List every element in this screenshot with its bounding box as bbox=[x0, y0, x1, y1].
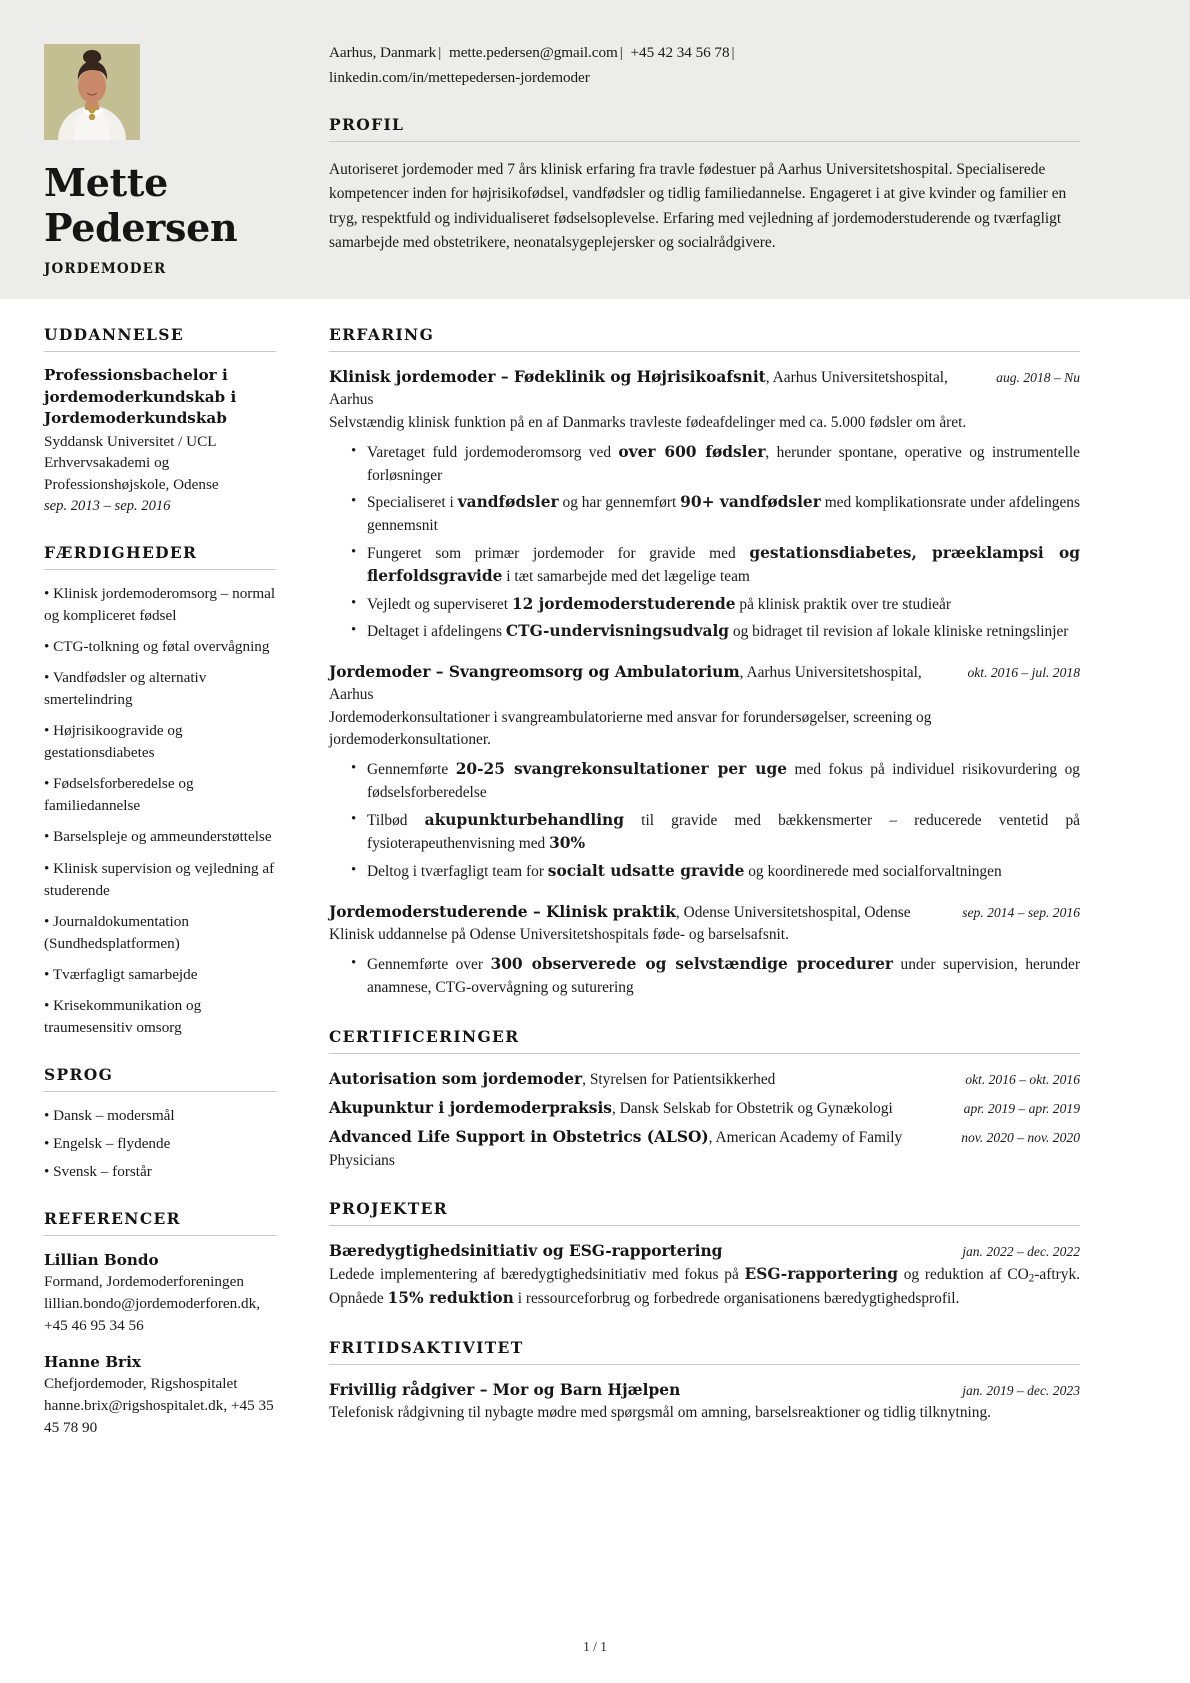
certification-item bbox=[329, 1126, 1080, 1172]
certifications-list bbox=[329, 1068, 1080, 1172]
certification-item bbox=[329, 1097, 1080, 1120]
references-divider bbox=[44, 1235, 276, 1236]
experience-bullets bbox=[329, 953, 1080, 999]
skills-list bbox=[44, 583, 276, 1039]
experience-role: Jordemoder – Svangreomsorg og Ambulatorium, Aarhus Universitetshospital, Aarhus bbox=[329, 663, 922, 704]
contact-separator-3: | bbox=[731, 44, 735, 61]
profile-text: Autoriseret jordemoder med 7 års klinisk erfaring fra travle fødestuer på Aarhus Universitetshospital. Specialiserede kompetencer inden for højrisikofødsel, vandfødsler og tidlig familiedannelse. Engageret i at give kvinder og familier en tryg, respektfuld og individualiseret fødselsoplevelse. Erfaring med vejledning af jordemoderstuderende og tværfagligt samarbejde med obstetrikere, neonatalsygeplejersker og socialrådgivere. bbox=[329, 161, 1067, 251]
certification-name: Advanced Life Support in Obstetrics (ALSO), American Academy of Family Physicians bbox=[329, 1128, 903, 1169]
profile-heading: PROFIL bbox=[329, 115, 405, 135]
experience-entry bbox=[329, 366, 1080, 644]
certification-date: okt. 2016 – okt. 2016 bbox=[965, 1071, 1080, 1087]
list-item: • Specialiseret i vandfødsler og har gennemført 90+ vandfødsler med komplikationsrate under afdelingens gennemsnit bbox=[351, 491, 1080, 537]
reference-role: Formand, Jordemoderforeningen bbox=[44, 1272, 244, 1290]
reference-item bbox=[44, 1351, 276, 1439]
leisure-date: jan. 2019 – dec. 2023 bbox=[962, 1382, 1080, 1398]
list-item: • Gennemførte 20-25 svangrekonsultationer per uge med fokus på individuel risikovurdering og fødselsforberedelse bbox=[351, 758, 1080, 804]
list-item: • Deltog i tværfagligt team for socialt udsatte gravide og koordinerede med socialforvaltningen bbox=[351, 860, 1080, 884]
languages-heading: SPROG bbox=[44, 1064, 114, 1084]
certifications-section bbox=[329, 1027, 1080, 1172]
list-item: • Gennemførte over 300 observerede og selvstændige procedurer under supervision, herunder anamnese, CTG-overvågning og suturering bbox=[351, 953, 1080, 999]
languages-divider bbox=[44, 1091, 276, 1092]
project-header bbox=[329, 1240, 1080, 1263]
leisure-section bbox=[329, 1338, 1080, 1425]
list-item: • Vejledt og superviseret 12 jordemoderstuderende på klinisk praktik over tre studieår bbox=[351, 593, 1080, 617]
leisure-header bbox=[329, 1379, 1080, 1402]
skill-item: • Tværfagligt samarbejde bbox=[44, 965, 198, 983]
certifications-divider bbox=[329, 1053, 1080, 1054]
experience-role: Jordemoderstuderende – Klinisk praktik, Odense Universitetshospital, Odense bbox=[329, 902, 911, 921]
experience-date: aug. 2018 – Nu bbox=[996, 370, 1080, 385]
reference-name: Hanne Brix bbox=[44, 1352, 141, 1371]
experience-description: Klinisk uddannelse på Odense Universitetshospitals føde- og barselsafsnit. bbox=[329, 925, 789, 943]
leisure-divider bbox=[329, 1364, 1080, 1365]
avatar bbox=[44, 44, 140, 140]
experience-bullets bbox=[329, 441, 1080, 644]
skill-item: • Fødselsforberedelse og familiedannelse bbox=[44, 775, 194, 815]
education-degree: Professionsbachelor i jordemoderkundskab i Jordemoderkundskab bbox=[44, 366, 237, 428]
leisure-list bbox=[329, 1379, 1080, 1425]
profile-section bbox=[329, 115, 1080, 255]
education-divider bbox=[44, 351, 276, 352]
experience-description: Jordemoderkonsultationer i svangreambulatorierne med ansvar for forundersøgelser, screening og jordemoderkonsultationer. bbox=[329, 708, 932, 749]
contact-linkedin[interactable]: linkedin.com/in/mettepedersen-jordemoder bbox=[329, 68, 590, 86]
project-entry bbox=[329, 1240, 1080, 1311]
reference-item bbox=[44, 1249, 276, 1337]
experience-entry-header bbox=[329, 366, 1080, 412]
language-item: • Engelsk – flydende bbox=[44, 1134, 171, 1152]
education-dates: sep. 2013 – sep. 2016 bbox=[44, 498, 171, 515]
contact-separator-1: | bbox=[438, 44, 442, 61]
main-content bbox=[320, 299, 1190, 1452]
header-band bbox=[0, 0, 1190, 299]
leisure-entry bbox=[329, 1379, 1080, 1425]
skill-item: • Krisekommunikation og traumesensitiv omsorg bbox=[44, 996, 202, 1036]
contact-phone: +45 42 34 56 78 bbox=[630, 44, 730, 61]
references-heading: REFERENCER bbox=[44, 1208, 181, 1228]
experience-section bbox=[329, 325, 1080, 1000]
education-heading: UDDANNELSE bbox=[44, 325, 184, 344]
certification-date: nov. 2020 – nov. 2020 bbox=[961, 1130, 1080, 1146]
skill-item: • Klinisk jordemoderomsorg – normal og kompliceret fødsel bbox=[44, 585, 276, 625]
experience-entry-header bbox=[329, 901, 1080, 924]
projects-divider bbox=[329, 1225, 1080, 1226]
skill-item: • CTG-tolkning og føtal overvågning bbox=[44, 638, 270, 656]
skills-divider bbox=[44, 569, 276, 570]
contact-email[interactable]: mette.pedersen@gmail.com bbox=[448, 44, 618, 61]
certification-date: apr. 2019 – apr. 2019 bbox=[963, 1100, 1080, 1116]
reference-contact[interactable]: hanne.brix@rigshospitalet.dk, +45 35 45 78 90 bbox=[44, 1397, 274, 1437]
profile-divider bbox=[329, 141, 1080, 142]
skill-item: • Vandfødsler og alternativ smertelindring bbox=[44, 669, 207, 709]
projects-list bbox=[329, 1240, 1080, 1311]
experience-date: okt. 2016 – jul. 2018 bbox=[967, 665, 1080, 681]
experience-bullets bbox=[329, 758, 1080, 883]
certification-name: Autorisation som jordemoder, Styrelsen for Patientsikkerhed bbox=[329, 1069, 776, 1088]
reference-name: Lillian Bondo bbox=[44, 1250, 159, 1269]
experience-heading: ERFARING bbox=[329, 325, 435, 344]
language-item: • Svensk – forstår bbox=[44, 1162, 152, 1180]
project-name: Bæredygtighedsinitiativ og ESG-rapportering bbox=[329, 1241, 723, 1260]
job-title: JORDEMODER bbox=[44, 260, 167, 277]
education-section bbox=[44, 325, 276, 517]
references-list bbox=[44, 1249, 276, 1439]
languages-list bbox=[44, 1105, 276, 1183]
page-title bbox=[44, 161, 320, 251]
header-identity bbox=[0, 0, 320, 299]
certification-item bbox=[329, 1068, 1080, 1091]
experience-date: sep. 2014 – sep. 2016 bbox=[962, 904, 1080, 920]
leisure-name: Frivillig rådgiver – Mor og Barn Hjælpen bbox=[329, 1380, 681, 1399]
reference-contact[interactable]: lillian.bondo@jordemoderforen.dk, +45 46 95 34 56 bbox=[44, 1294, 261, 1334]
list-item: • Deltaget i afdelingens CTG-undervisningsudvalg og bidraget til revision af lokale kliniske retningslinjer bbox=[351, 620, 1080, 644]
project-body: Ledede implementering af bæredygtighedsinitiativ med fokus på ESG-rapportering og reduktion af $CO_2$-aftryk. Opnåede 15% reduktion i ressourceforbrug og forbedrede organisationens bæredygtighedsprofil. bbox=[329, 1265, 1080, 1307]
education-item bbox=[44, 365, 276, 517]
experience-description: Selvstændig klinisk funktion på en af Danmarks travleste fødeafdelinger med ca. 5.000 fødsler om året. bbox=[329, 413, 967, 431]
list-item: • Tilbød akupunkturbehandling til gravide med bækkensmerter – reducerede ventetid på fysioterapeuthenvisning med 30% bbox=[351, 809, 1080, 856]
experience-list bbox=[329, 366, 1080, 1000]
languages-section bbox=[44, 1065, 276, 1183]
projects-heading: PROJEKTER bbox=[329, 1198, 449, 1218]
list-item: • Fungeret som primær jordemoder for gravide med gestationsdiabetes, præeklampsi og flerfoldsgravide i tæt samarbejde med det lægelige team bbox=[351, 542, 1080, 589]
project-date: jan. 2022 – dec. 2022 bbox=[962, 1243, 1080, 1259]
experience-entry bbox=[329, 661, 1080, 884]
last-name: Pedersen bbox=[44, 204, 238, 250]
experience-role: Klinisk jordemoder – Fødeklinik og Højrisikoafsnit, Aarhus Universitetshospital, Aarhus bbox=[329, 368, 948, 409]
skills-section bbox=[44, 543, 276, 1039]
sidebar bbox=[0, 299, 320, 1465]
contact-separator-2: | bbox=[619, 44, 623, 61]
experience-entry-header bbox=[329, 661, 1080, 707]
skill-item: • Journaldokumentation (Sundhedsplatformen) bbox=[44, 912, 189, 952]
leisure-body: Telefonisk rådgivning til nybagte mødre med spørgsmål om amning, barselsreaktioner og tidlig tilknytning. bbox=[329, 1403, 992, 1421]
skill-item: • Klinisk supervision og vejledning af studerende bbox=[44, 859, 275, 899]
page-number: 1 / 1 bbox=[583, 1639, 607, 1654]
first-name: Mette bbox=[44, 160, 169, 205]
experience-divider bbox=[329, 351, 1080, 352]
experience-entry bbox=[329, 901, 1080, 1000]
skill-item: • Højrisikoogravide og gestationsdiabetes bbox=[44, 722, 183, 762]
projects-section bbox=[329, 1199, 1080, 1311]
language-item: • Dansk – modersmål bbox=[44, 1106, 175, 1124]
contact-location: Aarhus, Danmark bbox=[329, 44, 437, 61]
references-section bbox=[44, 1209, 276, 1439]
contact-info bbox=[329, 41, 1080, 90]
certification-name: Akupunktur i jordemoderpraksis, Dansk Selskab for Obstetrik og Gynækologi bbox=[329, 1098, 893, 1117]
education-school: Syddansk Universitet / UCL Erhvervsakademi og Professionshøjskole, Odense bbox=[44, 432, 219, 493]
reference-role: Chefjordemoder, Rigshospitalet bbox=[44, 1374, 238, 1392]
header-contact-and-profile bbox=[320, 0, 1190, 299]
skills-heading: FÆRDIGHEDER bbox=[44, 543, 198, 563]
certifications-heading: CERTIFICERINGER bbox=[329, 1026, 520, 1046]
leisure-heading: FRITIDSAKTIVITET bbox=[329, 1337, 524, 1357]
skill-item: • Barselspleje og ammeunderstøttelse bbox=[44, 828, 272, 846]
list-item: • Varetaget fuld jordemoderomsorg ved over 600 fødsler, herunder spontane, operative og instrumentelle forløsninger bbox=[351, 441, 1080, 487]
